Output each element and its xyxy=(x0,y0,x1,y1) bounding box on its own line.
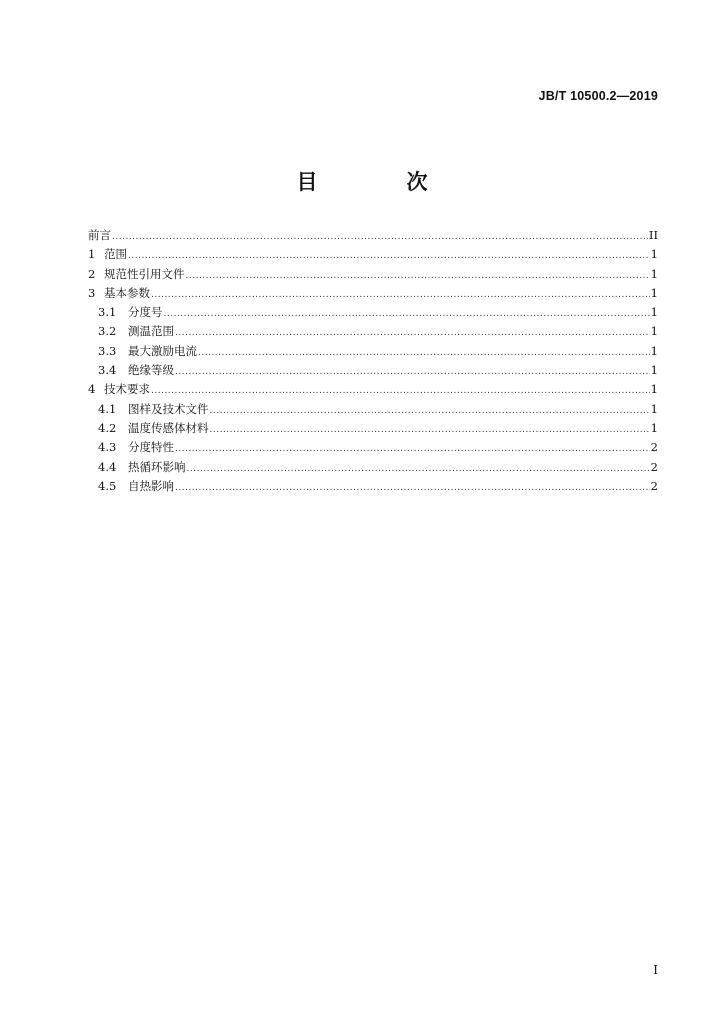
toc-leader-dots xyxy=(112,228,648,242)
toc-leader-dots xyxy=(186,267,650,281)
toc-leader-dots xyxy=(210,402,650,416)
toc-leader-dots xyxy=(175,324,650,338)
toc-entry-label: 热循环影响 xyxy=(128,459,186,474)
toc-entry-label: 范围 xyxy=(104,247,127,262)
toc-entry[interactable] xyxy=(88,343,658,362)
toc-entry-page: 2 xyxy=(650,440,658,455)
toc-entry-label: 测温范围 xyxy=(128,324,174,339)
toc-entry-number: 1 xyxy=(88,247,96,262)
toc-entry-number: 3.3 xyxy=(98,343,117,358)
toc-entry-page: 2 xyxy=(650,459,658,474)
toc-entry-label: 图样及技术文件 xyxy=(128,401,209,416)
toc-entry-label: 温度传感体材料 xyxy=(128,420,209,435)
toc-leader-dots xyxy=(151,286,650,300)
table-of-contents xyxy=(88,227,658,497)
toc-entry[interactable] xyxy=(88,478,658,497)
page-number: I xyxy=(653,963,658,977)
toc-entry-number: 3 xyxy=(88,285,96,300)
toc-entry-number: 3.1 xyxy=(98,305,117,320)
toc-entry-page: 1 xyxy=(650,401,658,416)
toc-entry-number: 3.4 xyxy=(98,363,117,378)
toc-entry[interactable] xyxy=(88,362,658,381)
toc-entry-page: 2 xyxy=(650,478,658,493)
toc-leader-dots xyxy=(175,440,650,454)
toc-leader-dots xyxy=(175,479,650,493)
toc-entry-page: 1 xyxy=(650,247,658,262)
toc-entry-label: 最大激励电流 xyxy=(128,343,197,358)
toc-entry-label: 前言 xyxy=(88,228,111,242)
toc-entry[interactable] xyxy=(88,459,658,478)
toc-entry-number: 4.5 xyxy=(98,478,117,493)
toc-entry-number: 4.1 xyxy=(98,401,117,416)
toc-entry-number: 4.2 xyxy=(98,420,117,435)
toc-leader-dots xyxy=(187,460,650,474)
toc-entry-number: 2 xyxy=(88,266,96,281)
toc-entry-number: 3.2 xyxy=(98,324,117,339)
toc-entry[interactable] xyxy=(88,246,658,265)
toc-leader-dots xyxy=(210,421,650,435)
toc-entry-number: 4.4 xyxy=(98,459,117,474)
toc-entry-page: 1 xyxy=(650,343,658,358)
toc-leader-dots xyxy=(164,305,650,319)
toc-entry[interactable] xyxy=(88,323,658,342)
toc-entry-label: 自热影响 xyxy=(128,478,174,493)
toc-entry-number: 4 xyxy=(88,382,96,397)
toc-entry[interactable] xyxy=(88,401,658,420)
toc-leader-dots xyxy=(175,363,650,377)
toc-leader-dots xyxy=(198,344,650,358)
toc-entry[interactable] xyxy=(88,439,658,458)
toc-entry-page: 1 xyxy=(650,285,658,300)
toc-entry-page: 1 xyxy=(650,382,658,397)
toc-entry-page: 1 xyxy=(650,324,658,339)
toc-leader-dots xyxy=(151,382,650,396)
toc-entry-page: 1 xyxy=(650,305,658,320)
page-title: 目 次 xyxy=(296,170,462,194)
toc-entry-number: 4.3 xyxy=(98,440,117,455)
toc-entry[interactable] xyxy=(88,304,658,323)
toc-entry-label: 基本参数 xyxy=(104,285,150,300)
toc-entry-label: 规范性引用文件 xyxy=(104,266,185,281)
toc-entry-page: II xyxy=(648,228,658,242)
toc-entry-label: 技术要求 xyxy=(104,382,150,397)
standard-code: JB/T 10500.2—2019 xyxy=(538,89,658,103)
toc-entry-page: 1 xyxy=(650,420,658,435)
toc-entry-label: 绝缘等级 xyxy=(128,363,174,378)
toc-entry-label: 分度号 xyxy=(128,305,163,320)
toc-entry-page: 1 xyxy=(650,266,658,281)
toc-leader-dots xyxy=(128,247,650,261)
toc-entry[interactable] xyxy=(88,381,658,400)
toc-entry[interactable] xyxy=(88,266,658,285)
toc-entry-page: 1 xyxy=(650,363,658,378)
toc-entry[interactable] xyxy=(88,227,658,246)
toc-entry[interactable] xyxy=(88,285,658,304)
toc-entry-label: 分度特性 xyxy=(128,440,174,455)
toc-entry[interactable] xyxy=(88,420,658,439)
